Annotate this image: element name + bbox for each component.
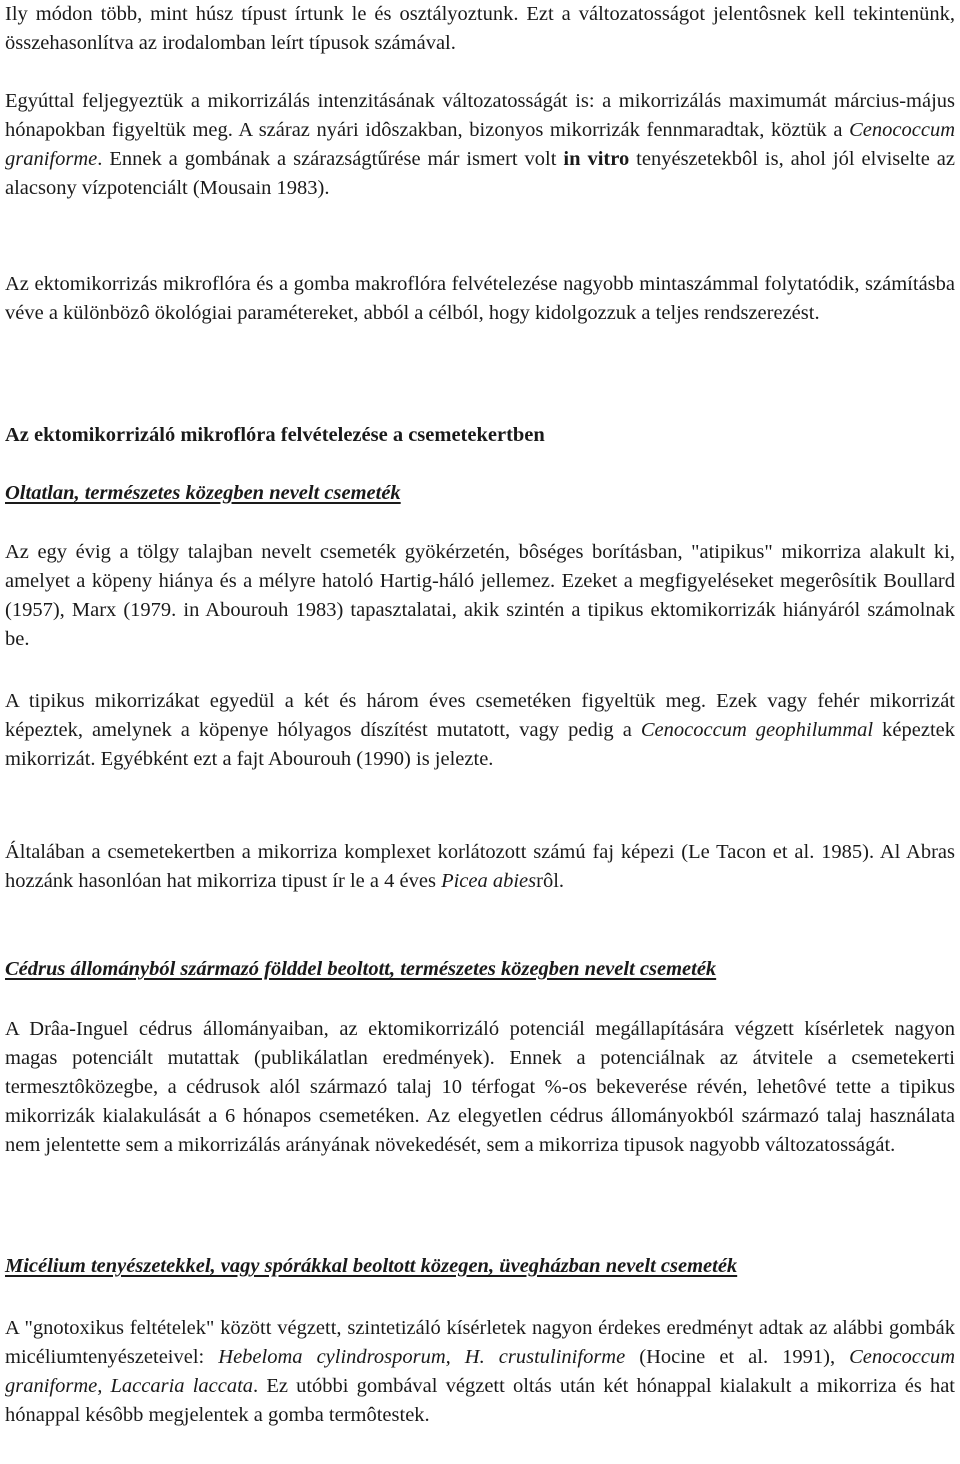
text-segment: A "gnotoxikus feltételek" között végzett, szintetizáló kísérletek nagyon érdekes eredményt adtak az alábbi gombák micéliumtenyészeteivel: — [5, 1317, 955, 1368]
text-segment: Az ektomikorrizás mikroflóra és a gomba makroflóra felvételezése nagyobb mintaszámmal folytatódik, számításba véve a különbözô ökológiai paramétereket, abból a célból, hogy kidolgozzuk a teljes rendszerezést. — [5, 273, 955, 324]
paragraph-atypical-mycorrhiza — [5, 538, 955, 654]
text-segment: Az egy évig a tölgy talajban nevelt csemeték gyökérzetén, bôséges borításban, "atipikus" mikorriza alakult ki, amelyet a köpeny hiánya és a mélyre hatoló Hartig-háló jellemez. Ezeket a megfigyeléseket megerôsítik Boullard (1957), Marx (1979. in Abourouh 1983) tapasztalatai, akik szintén a tipikus ektomikorrizák hiányáról számolnak be. — [5, 541, 955, 650]
paragraph-typical-mycorrhiza — [5, 687, 955, 774]
text-segment: rôl. — [536, 870, 565, 892]
italic-text-segment: Cenococcum graniforme — [5, 119, 955, 170]
paragraph-typology-summary — [5, 0, 955, 58]
bold-text-segment: in vitro — [563, 148, 630, 170]
text-segment: Egyúttal feljegyeztük a mikorrizálás intenzitásának változatosságát is: a mikorrizálás maximumát március-május hónapokban figyeltük meg. A száraz nyári idôszakban, bizonyos mikorrizák fennmaradtak, köztük a — [5, 90, 955, 141]
italic-text-segment: Picea abies — [441, 870, 537, 892]
text-segment: Micélium tenyészetekkel, vagy spórákkal beoltott közegen, üvegházban nevelt csemeték — [5, 1255, 738, 1277]
paragraph-draa-inguel-experiments — [5, 1015, 955, 1160]
paragraph-gnotoxic-synthesis — [5, 1314, 955, 1430]
paragraph-survey-continuation — [5, 270, 955, 328]
text-segment: tenyészetekbôl is, ahol jól elviselte az alacsony vízpotenciált (Mousain 1983). — [5, 148, 955, 199]
text-segment: . Ennek a gombának a szárazságtűrése már ismert volt — [97, 148, 564, 170]
text-segment: képeztek mikorrizát. Egyébként ezt a fajt Abourouh (1990) is jelezte. — [5, 719, 956, 770]
text-segment: Az ektomikorrizáló mikroflóra felvételezése a csemetekertben — [5, 424, 545, 446]
paragraph-nursery-complex — [5, 838, 955, 896]
section-heading — [5, 421, 955, 450]
text-segment: A Drâa-Inguel cédrus állományaiban, az ektomikorrizáló potenciál megállapítására végzett kísérletek nagyon magas potenciált mutattak (publikálatlan eredmények). Ennek a potenciálnak az átvitele a csemetekerti termesztôközegbe, a cédrusok alól származó talaj 10 térfogat %-os bekeverése révén, lehetôvé tette a tipikus mikorrizák kialakulását a 6 hónapos csemetéken. Az elegyetlen cédrus állományokból származó talaj használata nem jelentette sem a mikorrizálás arányának növekedését, sem a mikorriza tipusok nagyobb változatosságát. — [5, 1018, 955, 1156]
text-segment: Oltatlan, természetes közegben nevelt csemeték — [5, 482, 401, 504]
text-segment: Általában a csemetekertben a mikorriza komplexet korlátozott számú faj képezi (Le Tacon et al. 1985). Al Abras hozzánk hasonlóan hat mikorriza tipust ír le a 4 éves — [5, 841, 955, 892]
subheading-cedar-soil-inoculation — [5, 955, 955, 984]
text-segment: . Ez utóbbi gombával végzett oltás után két hónappal kialakult a mikorriza és hat hónappal késôbb megjelentek a gomba termôtestek. — [5, 1375, 955, 1426]
italic-text-segment: Cenococcum geophilummal — [640, 719, 874, 741]
text-segment: (Hocine et al. 1991), — [625, 1346, 850, 1368]
text-segment: Ily módon több, mint húsz típust írtunk le és osztályoztunk. Ezt a változatosságot jelentôsnek kell tekintenünk, összehasonlítva az irodalomban leírt típusok számával. — [5, 3, 955, 54]
subheading-mycelium-spore-inoculation — [5, 1252, 955, 1281]
italic-text-segment: Cenococcum graniforme, Laccaria laccata — [5, 1346, 955, 1397]
subheading-uninoculated-seedlings — [5, 479, 955, 508]
text-segment: Cédrus állományból származó földdel beoltott, természetes közegben nevelt csemeték — [5, 958, 717, 980]
paragraph-mycorrhiza-intensity — [5, 87, 955, 203]
italic-text-segment: Hebeloma cylindrosporum, H. crustuliniforme — [218, 1346, 626, 1368]
text-segment: A tipikus mikorrizákat egyedül a két és három éves csemetéken figyeltük meg. Ezek vagy fehér mikorrizát képeztek, amelynek a köpenye hólyagos díszítést mutatott, vagy pedig a — [5, 690, 955, 741]
